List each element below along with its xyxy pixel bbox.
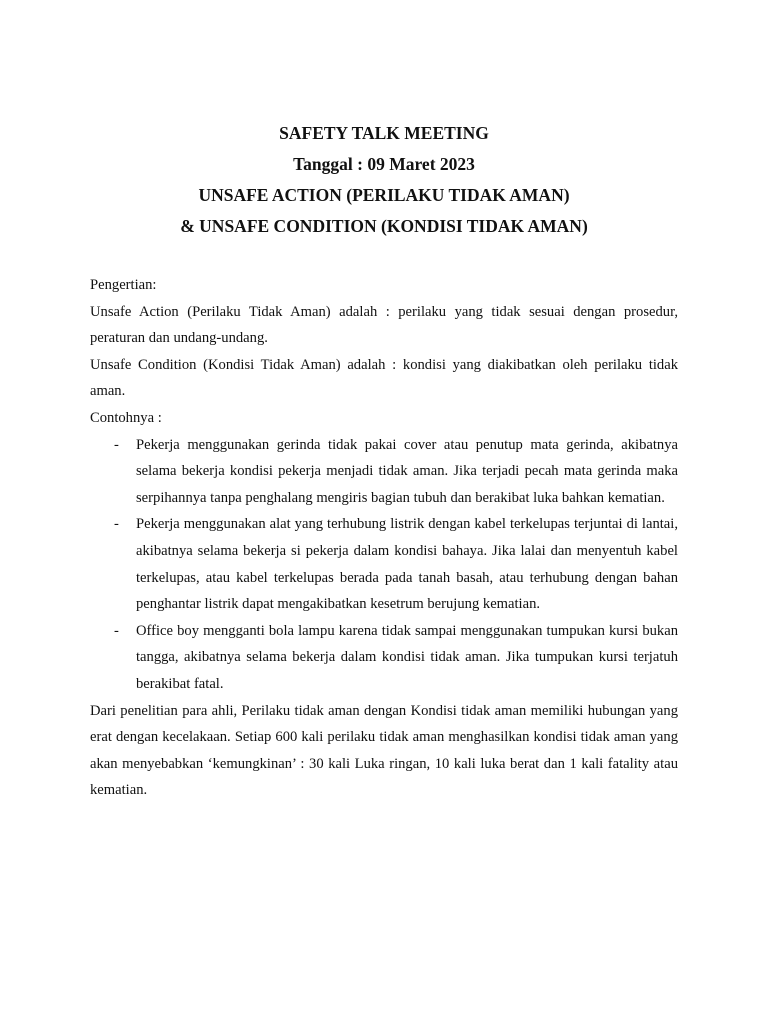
definition-label: Pengertian: xyxy=(90,277,157,293)
example-text: Pekerja menggunakan gerinda tidak pakai cover atau penutup mata gerinda, akibatnya selama bekerja kondisi pekerja menjadi tidak aman. Jika terjadi pecah mata gerinda maka serpihannya tanpa penghalang mengiris bagian tubuh dan berakibat luka bahkan kematian. xyxy=(136,436,678,506)
unsafe-action-definition: Unsafe Action (Perilaku Tidak Aman) adalah : perilaku yang tidak sesuai dengan prosedur, peraturan dan undang-undang. xyxy=(90,303,678,347)
example-text: Office boy mengganti bola lampu karena tidak sampai menggunakan tumpukan kursi bukan tangga, akibatnya selama bekerja dalam kondisi tidak aman. Jika tumpukan kursi terjatuh berakibat fatal. xyxy=(136,622,678,692)
bullet-dash: - xyxy=(114,516,119,533)
bullet-dash: - xyxy=(114,436,119,453)
example-item xyxy=(90,432,678,512)
bullet-dash: - xyxy=(114,622,119,639)
heading-topic-1: UNSAFE ACTION (PERILAKU TIDAK AMAN) xyxy=(198,185,570,205)
document-heading xyxy=(0,118,768,242)
document-body xyxy=(90,272,678,804)
conclusion-paragraph: Dari penelitian para ahli, Perilaku tidak aman dengan Kondisi tidak aman memiliki hubungan yang erat dengan kecelakaan. Setiap 600 kali perilaku tidak aman menghasilkan kondisi tidak aman yang akan menyebabkan ‘kemungkinan’ : 30 kali Luka ringan, 10 kali luka berat dan 1 kali fatality atau kematian. xyxy=(90,702,678,799)
example-item xyxy=(90,618,678,698)
unsafe-condition-definition: Unsafe Condition (Kondisi Tidak Aman) adalah : kondisi yang diakibatkan oleh perilaku tidak aman. xyxy=(90,356,678,400)
heading-date: Tanggal : 09 Maret 2023 xyxy=(293,154,475,174)
examples-label: Contohnya : xyxy=(90,409,162,426)
examples-list xyxy=(90,432,678,698)
example-item xyxy=(90,511,678,617)
example-text: Pekerja menggunakan alat yang terhubung listrik dengan kabel terkelupas terjuntai di lantai, akibatnya selama bekerja si pekerja dalam kondisi bahaya. Jika lalai dan menyentuh kabel terkelupas, atau kabel terkelupas berada pada tanah basah, atau terhubung dengan bahan penghantar listrik dapat mengakibatkan kesetrum berujung kematian. xyxy=(136,516,678,613)
heading-topic-2: & UNSAFE CONDITION (KONDISI TIDAK AMAN) xyxy=(180,216,588,236)
heading-title: SAFETY TALK MEETING xyxy=(279,123,489,143)
